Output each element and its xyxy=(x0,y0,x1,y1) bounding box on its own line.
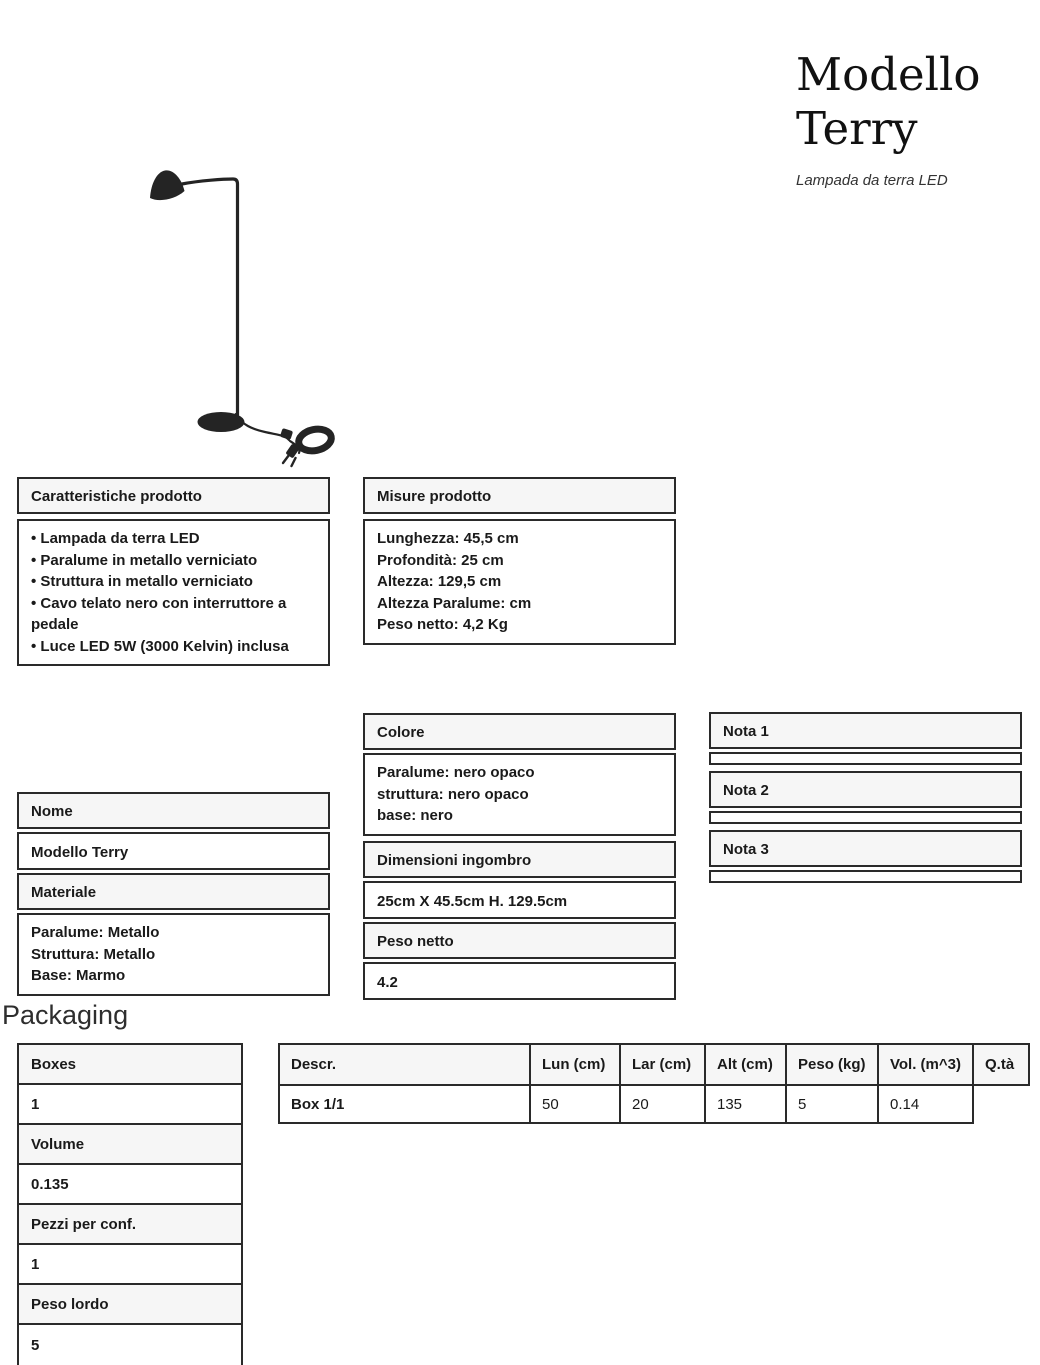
measure-line: Profondità: 25 cm xyxy=(377,551,504,569)
col-header-vol: Vol. (m^3) xyxy=(878,1044,973,1085)
peso-netto-value: 4.2 xyxy=(363,962,676,1000)
packaging-summary-label: Pezzi per conf. xyxy=(19,1205,241,1245)
measure-line: Altezza: 129,5 cm xyxy=(377,573,502,590)
nota-2-empty-field xyxy=(709,811,1022,824)
color-line: base: nero xyxy=(377,807,453,824)
feature-item: • Struttura in metallo verniciato xyxy=(31,573,253,590)
peso-netto-header: Peso netto xyxy=(363,922,676,959)
packaging-table-header-row xyxy=(279,1044,1029,1085)
page-title xyxy=(796,48,1026,156)
measure-line: Lunghezza: 45,5 cm xyxy=(377,530,519,547)
material-line: Struttura: Metallo xyxy=(31,945,156,963)
nota-2-header: Nota 2 xyxy=(709,771,1022,808)
page-subtitle: Lampada da terra LED xyxy=(796,172,948,189)
packaging-detail-table xyxy=(278,1043,1030,1124)
feature-item: • Lampada da terra LED xyxy=(31,530,200,547)
caratteristiche-list xyxy=(17,519,330,666)
material-line: Paralume: Metallo xyxy=(31,924,160,941)
lamp-arm-and-pole xyxy=(182,179,238,418)
page-title-line2: Terry xyxy=(796,102,918,155)
section-colore-dimensioni-peso xyxy=(363,713,676,1000)
packaging-summary-value: 0.135 xyxy=(19,1165,241,1205)
measure-line: Peso netto: 4,2 Kg xyxy=(377,616,508,633)
dimensioni-value: 25cm X 45.5cm H. 129.5cm xyxy=(363,881,676,919)
feature-item: • Paralume in metallo verniciato xyxy=(31,551,258,569)
material-line: Base: Marmo xyxy=(31,967,126,984)
cell-peso: 5 xyxy=(786,1085,878,1123)
nota-3-empty-field xyxy=(709,870,1022,883)
packaging-summary-value: 1 xyxy=(19,1245,241,1285)
cell-lun: 50 xyxy=(530,1085,620,1123)
nome-value: Modello Terry xyxy=(17,832,330,870)
nota-1-header: Nota 1 xyxy=(709,712,1022,749)
nome-header: Nome xyxy=(17,792,330,829)
packaging-summary-label: Boxes xyxy=(19,1045,241,1085)
materiale-header: Materiale xyxy=(17,873,330,910)
measure-line: Altezza Paralume: cm xyxy=(377,594,532,612)
color-line: Paralume: nero opaco xyxy=(377,764,535,781)
feature-item: • Cavo telato nero con interruttore a pedale xyxy=(31,594,287,633)
col-header-alt: Alt (cm) xyxy=(705,1044,786,1085)
col-header-lar: Lar (cm) xyxy=(620,1044,705,1085)
cell-lar: 20 xyxy=(620,1085,705,1123)
color-line: struttura: nero opaco xyxy=(377,785,529,803)
lamp-cable xyxy=(236,414,289,440)
section-caratteristiche xyxy=(17,477,330,666)
packaging-summary-table xyxy=(17,1043,243,1365)
cell-descr: Box 1/1 xyxy=(279,1085,530,1123)
col-header-descr: Descr. xyxy=(279,1044,530,1085)
nota-1-empty-field xyxy=(709,752,1022,765)
packaging-summary-value: 5 xyxy=(31,1336,40,1354)
product-image-floor-lamp xyxy=(138,158,343,468)
title-block xyxy=(796,48,1026,189)
misure-header: Misure prodotto xyxy=(363,477,676,514)
section-nome-materiale xyxy=(17,792,330,996)
colore-list xyxy=(363,753,676,836)
packaging-summary-label: Volume xyxy=(19,1125,241,1165)
section-note xyxy=(709,712,1022,883)
nota-3-header: Nota 3 xyxy=(709,830,1022,867)
misure-list xyxy=(363,519,676,645)
caratteristiche-header: Caratteristiche prodotto xyxy=(17,477,330,514)
dimensioni-header: Dimensioni ingombro xyxy=(363,841,676,878)
packaging-summary-label: Peso lordo xyxy=(19,1285,241,1325)
packaging-heading: Packaging xyxy=(2,1000,129,1030)
col-header-lun: Lun (cm) xyxy=(530,1044,620,1085)
page-title-line1: Modello xyxy=(796,48,981,101)
feature-item: • Luce LED 5W (3000 Kelvin) inclusa xyxy=(31,637,289,655)
materiale-list xyxy=(17,913,330,996)
cell-alt: 135 xyxy=(705,1085,786,1123)
packaging-summary-value: 1 xyxy=(19,1085,241,1125)
lamp-shade xyxy=(150,170,185,200)
col-header-peso: Peso (kg) xyxy=(786,1044,878,1085)
colore-header: Colore xyxy=(363,713,676,750)
packaging-table-row xyxy=(279,1085,1029,1123)
lamp-cable-coil xyxy=(297,426,334,453)
cell-vol: 0.14 xyxy=(878,1085,973,1123)
section-misure xyxy=(363,477,676,645)
col-header-qta: Q.tà xyxy=(973,1044,1029,1085)
